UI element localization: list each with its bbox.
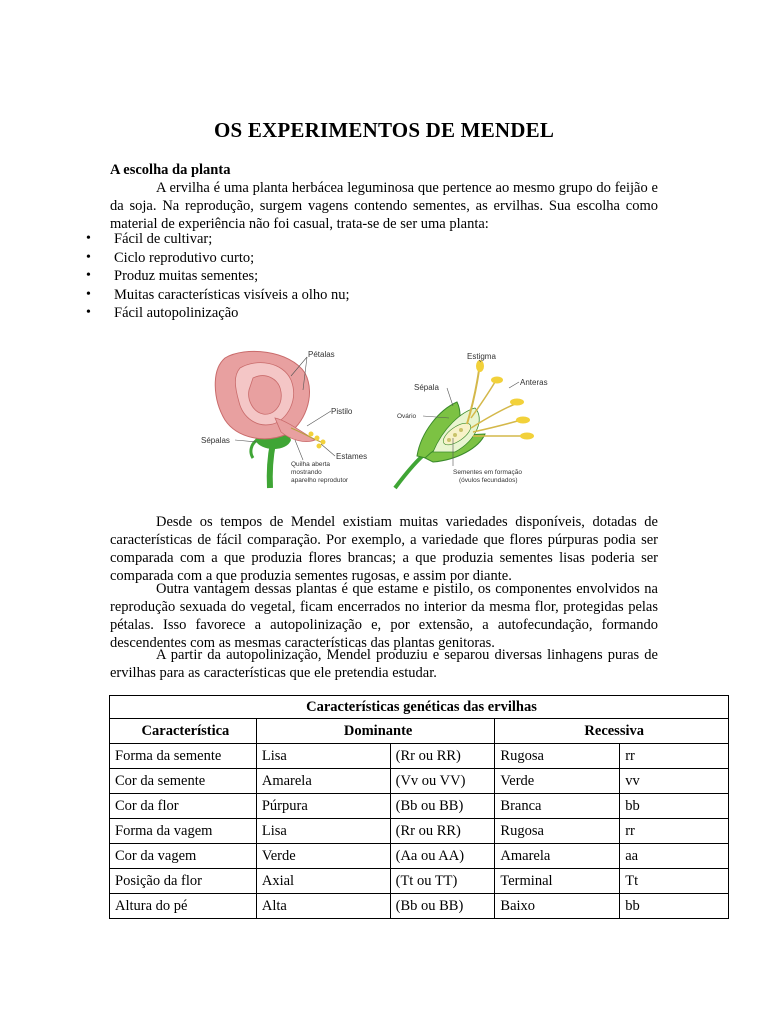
cell: Rugosa: [495, 819, 620, 844]
label-sepala: Sépala: [414, 383, 439, 392]
label-quilha-1: Quilha aberta: [291, 461, 331, 468]
table-row: [110, 744, 729, 769]
cell: Amarela: [256, 769, 390, 794]
table-row: [110, 794, 729, 819]
intro-text: A ervilha é uma planta herbácea leguminosa que pertence ao mesmo grupo do feijão e da soja. Na reprodução, surgem vagens contendo sementes, as ervilhas. Sua escolha como material de experiência não foi casual, trata-se de ser uma planta:: [110, 180, 658, 232]
cell: Alta: [256, 894, 390, 919]
cell: (Rr ou RR): [390, 819, 495, 844]
cell: rr: [620, 744, 729, 769]
cell: bb: [620, 894, 729, 919]
paragraph-2: Outra vantagem dessas plantas é que estame e pistilo, os componentes envolvidos na reprodução sexuada do vegetal, ficam encerrados no interior da mesma flor, protegidas pelas pétalas. Isso favorece a autopolinização e, por extensão, a autofecundação, formando descendentes com as mesmas características das plantas genitoras.: [110, 581, 658, 651]
cell: rr: [620, 819, 729, 844]
cell: (Vv ou VV): [390, 769, 495, 794]
cell: Lisa: [256, 744, 390, 769]
cell: Rugosa: [495, 744, 620, 769]
intro-paragraph: [110, 179, 658, 233]
label-petalas: Pétalas: [308, 350, 335, 359]
cell: Terminal: [495, 869, 620, 894]
cell: Lisa: [256, 819, 390, 844]
paragraph-3: A partir da autopolinização, Mendel produziu e separou diversas linhagens puras de ervilhas para as características que ele pretendia estudar.: [110, 647, 658, 681]
cell: vv: [620, 769, 729, 794]
cell: Tt: [620, 869, 729, 894]
table-row: [110, 894, 729, 919]
cell: Forma da semente: [110, 744, 257, 769]
cell: Branca: [495, 794, 620, 819]
table-row: [110, 869, 729, 894]
cell: Cor da vagem: [110, 844, 257, 869]
paragraph-1: Desde os tempos de Mendel existiam muitas variedades disponíveis, dotadas de características de fácil comparação. Por exemplo, a variedade que flores púrpuras podia ser comparada com a que produzia flores brancas; a que produzia sementes lisas poderia ser comparada com a que produzia sementes rugosas, e assim por diante.: [110, 514, 658, 584]
table-row: [110, 819, 729, 844]
cell: bb: [620, 794, 729, 819]
cell: (Aa ou AA): [390, 844, 495, 869]
cell: Cor da flor: [110, 794, 257, 819]
cell: Verde: [256, 844, 390, 869]
label-anteras: Anteras: [520, 378, 548, 387]
list-item: • Muitas características visíveis a olho nu;: [84, 286, 350, 305]
cell: aa: [620, 844, 729, 869]
label-sementes-2: (óvulos fecundados): [459, 477, 518, 484]
cell: Amarela: [495, 844, 620, 869]
cell: (Bb ou BB): [390, 794, 495, 819]
label-sementes-1: Sementes em formação: [453, 469, 523, 476]
genetics-table: [109, 695, 729, 919]
list-item: • Produz muitas sementes;: [84, 267, 350, 286]
table-row: [110, 769, 729, 794]
cell: (Bb ou BB): [390, 894, 495, 919]
cell: Axial: [256, 869, 390, 894]
cell: Altura do pé: [110, 894, 257, 919]
label-quilha-3: aparelho reprodutor: [291, 477, 349, 484]
list-item: • Ciclo reprodutivo curto;: [84, 249, 350, 268]
label-estigma: Estigma: [467, 352, 496, 361]
cell: Forma da vagem: [110, 819, 257, 844]
table-header-row: [110, 719, 729, 744]
list-item: • Fácil autopolinização: [84, 304, 350, 323]
bullet-list: [84, 230, 350, 323]
label-pistilo: Pistilo: [331, 407, 353, 416]
flower-diagram: [195, 348, 560, 493]
label-ovario: Ovário: [397, 413, 417, 420]
header-dominante: Dominante: [256, 719, 495, 744]
cell: (Tt ou TT): [390, 869, 495, 894]
section-heading: A escolha da planta: [110, 162, 231, 178]
cell: Posição da flor: [110, 869, 257, 894]
cell: Baixo: [495, 894, 620, 919]
cell: Púrpura: [256, 794, 390, 819]
list-item: • Fácil de cultivar;: [84, 230, 350, 249]
page-title: OS EXPERIMENTOS DE MENDEL: [213, 118, 555, 142]
table-caption: Características genéticas das ervilhas: [110, 696, 729, 719]
label-estames: Estames: [336, 452, 368, 461]
table-caption-row: [110, 696, 729, 719]
cell: Cor da semente: [110, 769, 257, 794]
header-recessiva: Recessiva: [495, 719, 729, 744]
label-sepalas: Sépalas: [201, 436, 230, 445]
cell: (Rr ou RR): [390, 744, 495, 769]
label-quilha-2: mostrando: [291, 469, 322, 476]
header-caracteristica: Característica: [110, 719, 257, 744]
cell: Verde: [495, 769, 620, 794]
table-row: [110, 844, 729, 869]
